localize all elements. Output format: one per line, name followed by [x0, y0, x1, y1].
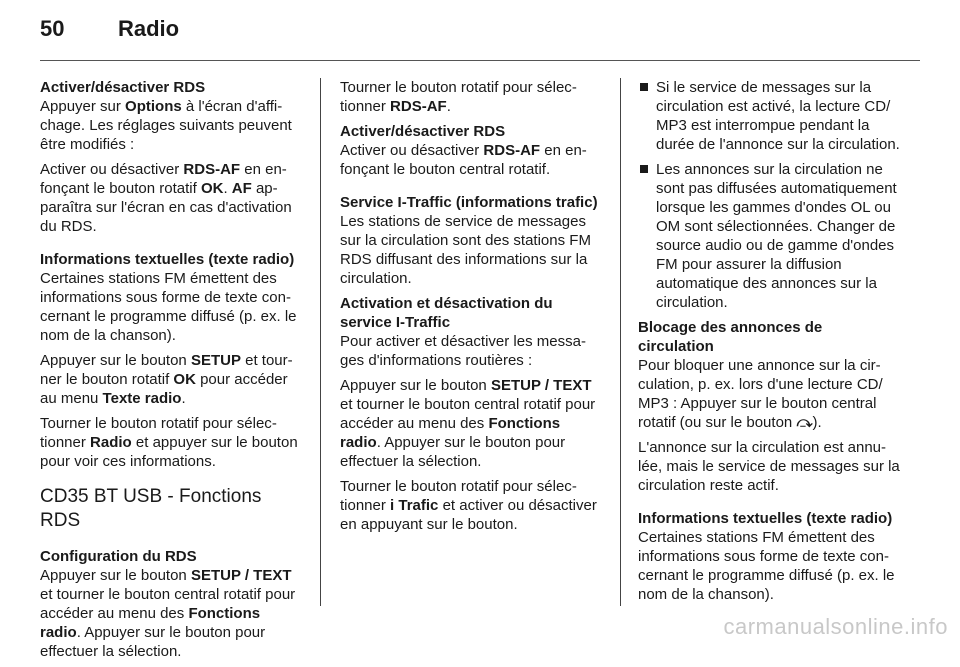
- traffic-paragraph: Les stations de service de messages sur la circulation sont des stations FM RDS diffusant des informations sur la circulation.: [340, 213, 591, 287]
- section-heading: CD35 BT USB - Fonctions RDS: [40, 486, 262, 531]
- column-2: [340, 78, 602, 540]
- rds-heading: Activer/désactiver RDS: [40, 79, 206, 96]
- activation-paragraph-3: Tourner le bouton rotatif pour sélectionner i Trafic et activer ou désactiver en appuyant sur le bouton.: [340, 478, 597, 533]
- rds-paragraph-2: Activer ou désactiver RDS-AF en enfonçant le bouton rotatif OK. AF apparaîtra sur l'écran en cas d'activation du RDS.: [40, 161, 292, 235]
- page-number: 50: [40, 16, 65, 41]
- rds-paragraph-1: Appuyer sur Options à l'écran d'affichage. Les réglages suivants peuvent être modifiés :: [40, 98, 292, 153]
- list-item: Si le service de messages sur la circulation est activé, la lecture CD/ MP3 est interrompue pendant la durée de l'annonce sur la circulation.: [638, 78, 900, 154]
- column-divider-2: [620, 78, 621, 606]
- list-item: Les annonces sur la circulation ne sont pas diffusées automatiquement lorsque les gammes d'ondes OL ou OM sont sélectionnées. Changer de source audio ou de gamme d'ondes FM pour assurer la diffusion automatique des annonces sur la circulation.: [638, 160, 900, 312]
- bullet-square-icon: [640, 83, 648, 91]
- column-divider-1: [320, 78, 321, 606]
- column-1: [40, 78, 302, 667]
- activation-paragraph-2: Appuyer sur le bouton SETUP / TEXT et tourner le bouton central rotatif pour accéder au menu des Fonctions radio. Appuyer sur le bouton pour effectuer la sélection.: [340, 377, 596, 470]
- page-title: Radio: [118, 16, 180, 41]
- info-heading: Informations textuelles (texte radio): [40, 251, 295, 268]
- block-heading: Blocage des annonces de circulation: [638, 319, 823, 355]
- return-key-icon: ⤼: [796, 414, 813, 431]
- select-rds-af-paragraph: Tourner le bouton rotatif pour sélectionner RDS-AF.: [340, 79, 577, 115]
- traffic-heading: Service I-Traffic (informations trafic): [340, 194, 598, 211]
- info-paragraph-4: Certaines stations FM émettent des informations sous forme de texte concernant le programme diffusé (p. ex. le nom de la chanson).: [638, 529, 895, 603]
- info-paragraph-1: Certaines stations FM émettent des informations sous forme de texte concernant le programme diffusé (p. ex. le nom de la chanson).: [40, 270, 297, 344]
- column-3: [638, 78, 900, 610]
- page-header: [40, 16, 920, 50]
- block-paragraph-2: L'annonce sur la circulation est annulée, mais le service de messages sur la circulation reste actif.: [638, 439, 900, 494]
- bullet-square-icon: [640, 165, 648, 173]
- activation-heading: Activation et désactivation du service I-Traffic: [340, 295, 553, 331]
- info-paragraph-2: Appuyer sur le bouton SETUP et tourner le bouton rotatif OK pour accéder au menu Texte radio.: [40, 352, 293, 407]
- config-heading: Configuration du RDS: [40, 548, 197, 565]
- rds-toggle-heading: Activer/désactiver RDS: [340, 123, 506, 140]
- info-paragraph-3: Tourner le bouton rotatif pour sélectionner Radio et appuyer sur le bouton pour voir ces informations.: [40, 415, 298, 470]
- rds-toggle-paragraph: Activer ou désactiver RDS-AF en enfonçant le bouton central rotatif.: [340, 142, 587, 178]
- activation-paragraph-1: Pour activer et désactiver les messages d'informations routières :: [340, 333, 586, 369]
- config-paragraph-1: Appuyer sur le bouton SETUP / TEXT et tourner le bouton central rotatif pour accéder au menu des Fonctions radio. Appuyer sur le bouton pour effectuer la sélection.: [40, 567, 296, 660]
- block-paragraph-1: Pour bloquer une annonce sur la circulation, p. ex. lors d'une lecture CD/ MP3 : Appuyer sur le bouton central rotatif (ou sur le bouton ⤼).: [638, 357, 883, 431]
- info-heading-2: Informations textuelles (texte radio): [638, 510, 893, 527]
- header-rule: [40, 60, 920, 61]
- watermark: carmanualsonline.info: [723, 614, 948, 639]
